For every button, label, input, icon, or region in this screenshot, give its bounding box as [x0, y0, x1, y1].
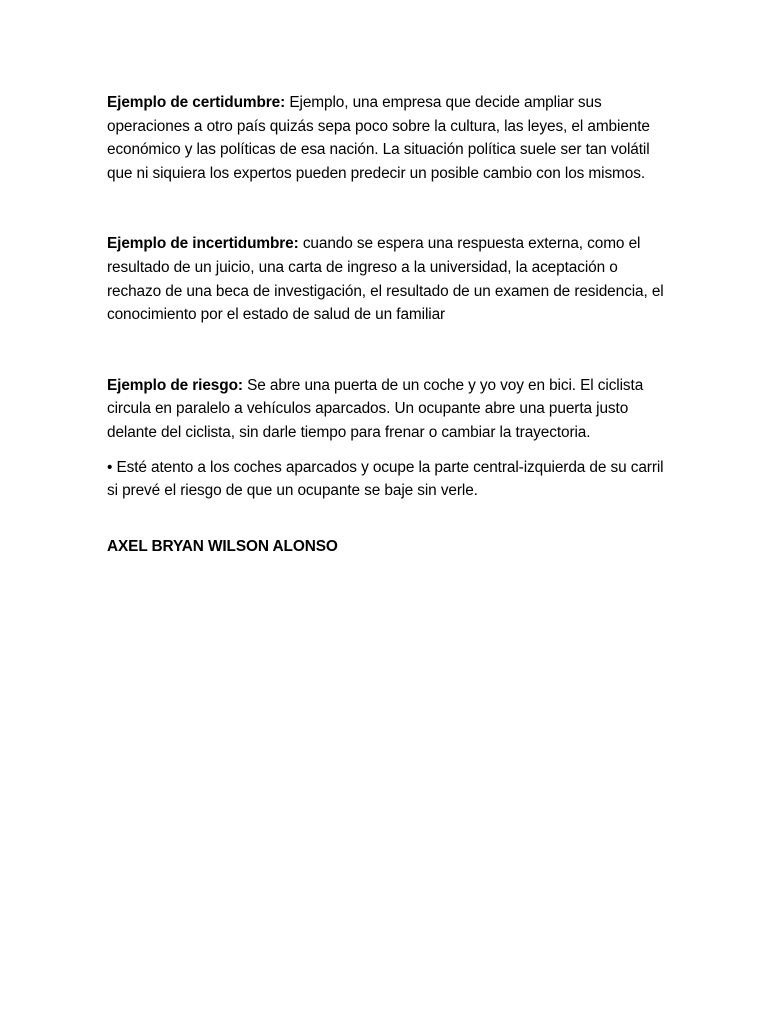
- author-name: AXEL BRYAN WILSON ALONSO: [107, 537, 338, 555]
- certainty-heading: Ejemplo de certidumbre:: [107, 94, 286, 111]
- risk-text: Se abre una puerta de un coche y yo voy en bici. El ciclista circula en paralelo a vehículos aparcados. Un ocupante abre una puerta justo delante del ciclista, sin darle tiempo para frenar o cambiar la trayectoria.: [107, 376, 644, 441]
- uncertainty-text: cuando se espera una respuesta externa, como el resultado de un juicio, una carta de ingreso a la universidad, la aceptación o rechazo de una beca de investigación, el resultado de un examen de residencia, el conocimiento por el estado de salud de un familiar: [107, 235, 664, 324]
- uncertainty-paragraph: [107, 232, 667, 326]
- risk-advice-bullet: • Esté atento a los coches aparcados y ocupe la parte central-izquierda de su carril si prevé el riesgo de que un ocupante se baje sin verle.: [107, 458, 664, 500]
- certainty-text: Ejemplo, una empresa que decide ampliar sus operaciones a otro país quizás sepa poco sobre la cultura, las leyes, el ambiente económico y las políticas de esa nación. La situación política suele ser tan volátil que ni siquiera los expertos pueden predecir un posible cambio con los mismos.: [107, 94, 650, 182]
- risk-heading: Ejemplo de riesgo:: [107, 376, 243, 394]
- risk-paragraph: [107, 374, 667, 445]
- document-body: [107, 91, 667, 558]
- certainty-paragraph: [107, 91, 667, 185]
- uncertainty-heading: Ejemplo de incertidumbre:: [107, 235, 299, 253]
